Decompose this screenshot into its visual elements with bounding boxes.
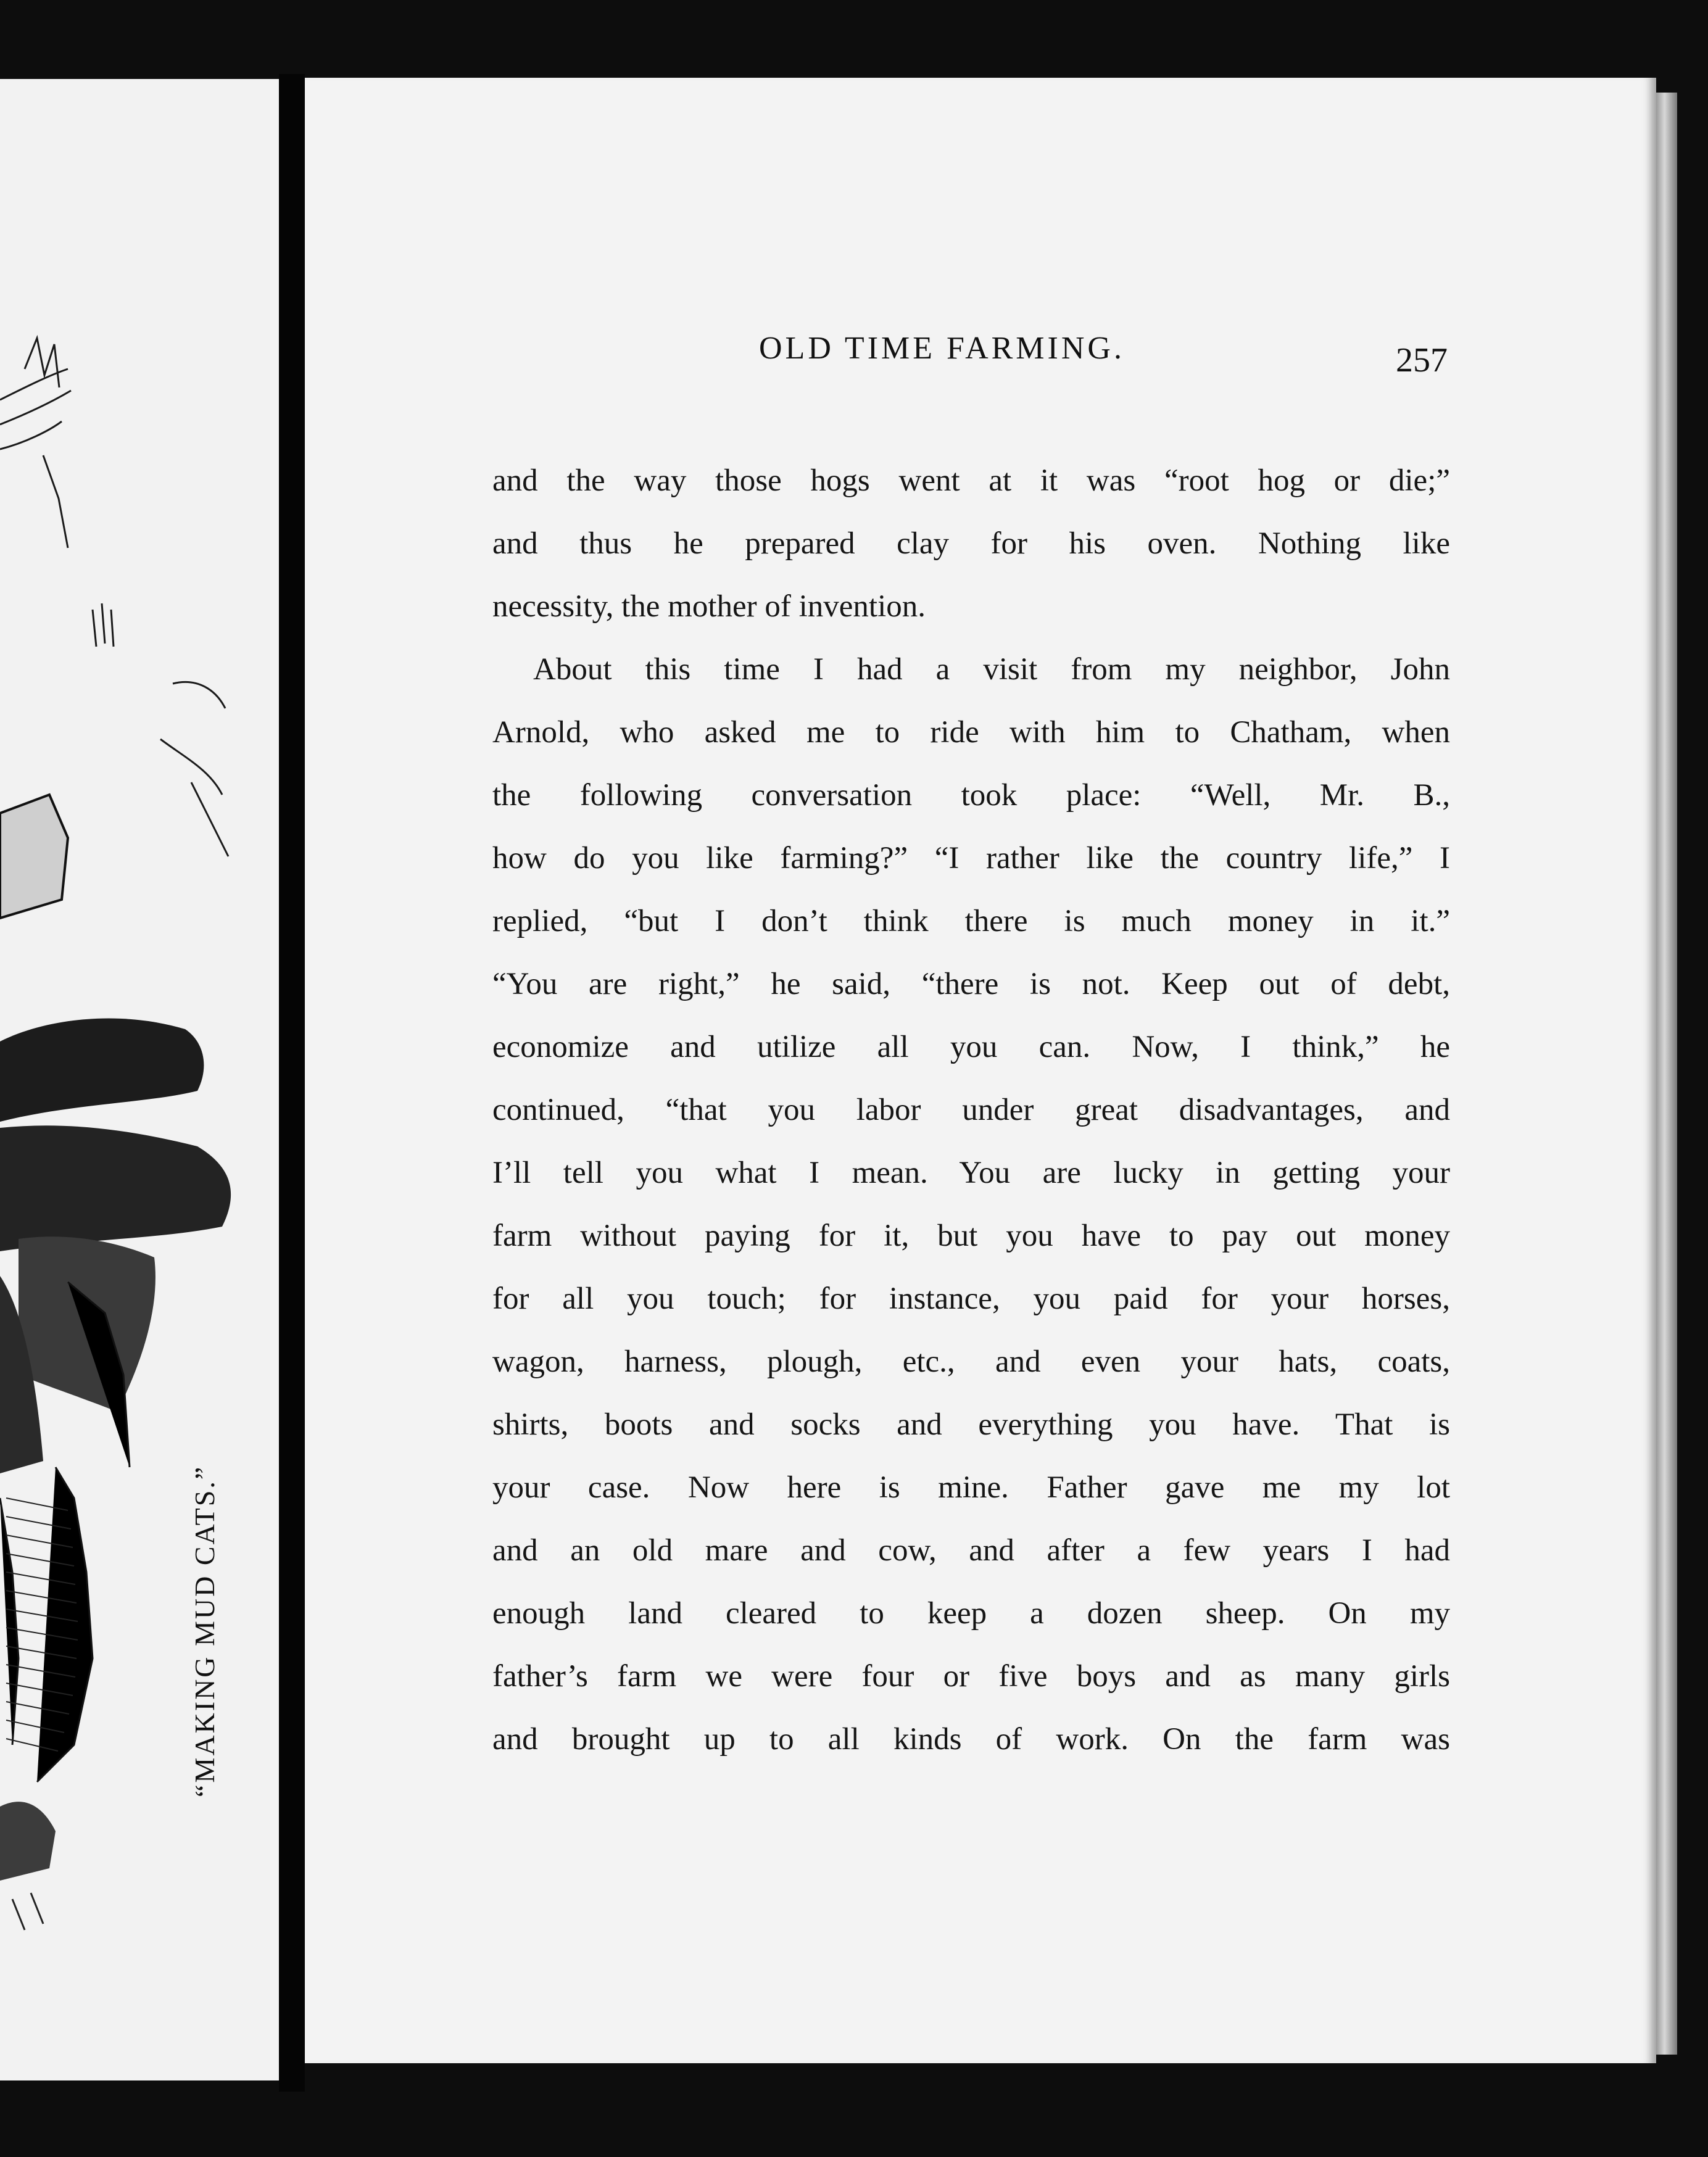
text-line: necessity, the mother of invention.: [492, 589, 926, 624]
illustration-caption: “MAKING MUD CATS.”: [189, 1465, 220, 1797]
text-line: economize and utilize all you can. Now, I think,” he: [492, 1030, 1450, 1064]
text-line: Arnold, who asked me to ride with him to Chatham, when: [492, 715, 1450, 750]
text-line: shirts, boots and socks and everything you have. That is: [492, 1407, 1450, 1442]
text-line: About this time I had a visit from my neighbor, John: [533, 652, 1450, 687]
text-line: and thus he prepared clay for his oven. Nothing like: [492, 526, 1450, 561]
binding-gutter: [279, 74, 305, 2092]
page-edge-shadow: [1656, 93, 1677, 2055]
page-number: 257: [1396, 341, 1448, 379]
engraving-illustration: [0, 79, 279, 2080]
text-line: “You are right,” he said, “there is not. Keep out of debt,: [492, 967, 1450, 1001]
text-line: replied, “but I don’t think there is much money in it.”: [492, 904, 1450, 938]
text-line: farm without paying for it, but you have to pay out money: [492, 1219, 1450, 1253]
body-text: [492, 449, 1450, 1771]
text-line: how do you like farming?” “I rather like the country life,” I: [492, 841, 1450, 876]
text-line: father’s farm we were four or five boys and as many girls: [492, 1659, 1450, 1694]
text-line: I’ll tell you what I mean. You are lucky in getting your: [492, 1156, 1450, 1190]
text-line: your case. Now here is mine. Father gave me my lot: [492, 1470, 1450, 1505]
running-head: OLD TIME FARMING.: [759, 331, 1125, 366]
text-line: continued, “that you labor under great disadvantages, and: [492, 1093, 1450, 1127]
text-line: the following conversation took place: “Well, Mr. B.,: [492, 778, 1450, 813]
text-line: wagon, harness, plough, etc., and even your hats, coats,: [492, 1344, 1450, 1379]
illustration-plate-page: [0, 79, 279, 2080]
text-line: for all you touch; for instance, you paid for your horses,: [492, 1281, 1450, 1316]
text-line: and an old mare and cow, and after a few years I had: [492, 1533, 1450, 1568]
text-line: and the way those hogs went at it was “root hog or die;”: [492, 463, 1450, 498]
text-line: and brought up to all kinds of work. On the farm was: [492, 1722, 1450, 1757]
text-line: enough land cleared to keep a dozen sheep. On my: [492, 1596, 1450, 1631]
